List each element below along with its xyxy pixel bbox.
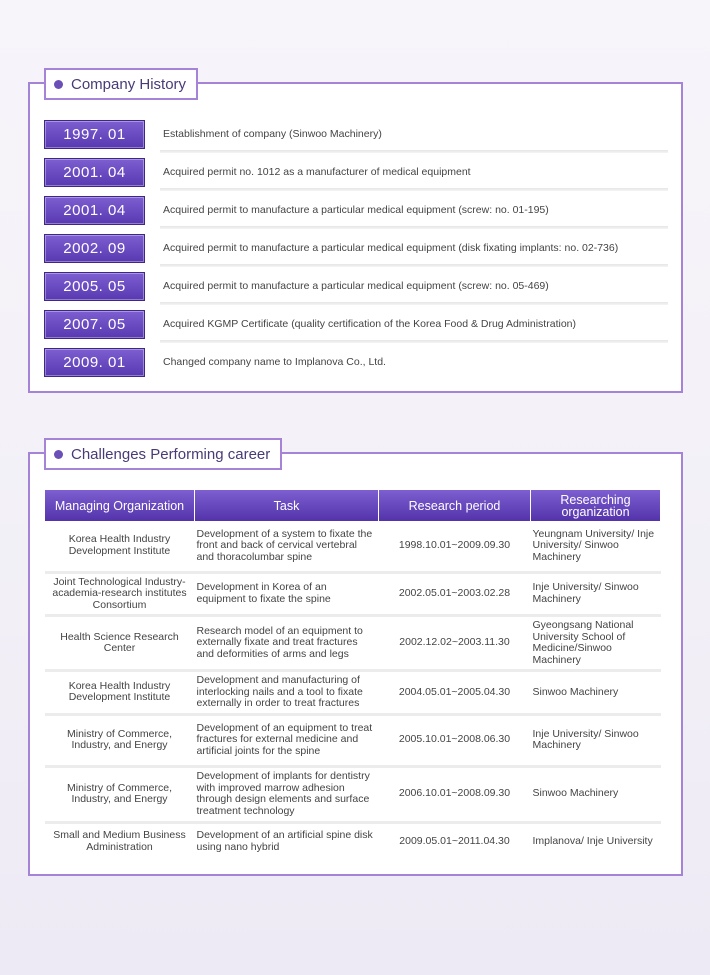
year-badge: 2002. 09 bbox=[44, 234, 145, 263]
cell-researching-organization: Yeungnam University/ Inje University/ Sinwoo Machinery bbox=[531, 521, 661, 572]
history-description: Acquired permit no. 1012 as a manufacturer of medical equipment bbox=[163, 166, 471, 178]
company-history-section bbox=[28, 75, 683, 393]
cell-task: Development and manufacturing of interlocking nails and a tool to fixate externally in order to treat fractures bbox=[195, 671, 379, 715]
history-item bbox=[44, 120, 664, 158]
cell-research-period: 2006.10.01~2008.09.30 bbox=[379, 766, 531, 822]
history-description: Acquired KGMP Certificate (quality certification of the Korea Food & Drug Administration) bbox=[163, 318, 576, 330]
company-history-heading bbox=[44, 68, 198, 100]
cell-research-period: 2002.12.02~2003.11.30 bbox=[379, 616, 531, 671]
table-row bbox=[45, 521, 661, 572]
history-item bbox=[44, 196, 664, 234]
history-item bbox=[44, 348, 664, 386]
table-row bbox=[45, 714, 661, 766]
bullet-dot-icon bbox=[54, 450, 63, 459]
cell-task: Development of a system to fixate the front and back of cervical vertebral and thoracolumbar spine bbox=[195, 521, 379, 572]
year-badge: 2001. 04 bbox=[44, 196, 145, 225]
career-section bbox=[28, 445, 683, 876]
cell-research-period: 2009.05.01~2011.04.30 bbox=[399, 835, 510, 847]
year-badge: 2009. 01 bbox=[44, 348, 145, 377]
cell-researching-organization: Inje University/ Sinwoo Machinery bbox=[531, 714, 661, 766]
history-item bbox=[44, 158, 664, 196]
table-row bbox=[45, 766, 661, 822]
year-badge: 1997. 01 bbox=[44, 120, 145, 149]
cell-researching-organization: Sinwoo Machinery bbox=[531, 766, 661, 822]
history-description: Acquired permit to manufacture a particular medical equipment (disk fixating implants: no. 02-736) bbox=[163, 242, 619, 254]
header-managing-organization: Managing Organization bbox=[45, 490, 195, 521]
header-research-period: Research period bbox=[379, 490, 531, 521]
history-item bbox=[44, 272, 664, 310]
cell-task: Development in Korea of an equipment to fixate the spine bbox=[195, 572, 379, 616]
year-badge: 2007. 05 bbox=[44, 310, 145, 339]
cell-managing-organization: Small and Medium Business Administration bbox=[53, 829, 186, 853]
history-list bbox=[44, 120, 664, 386]
career-title: Challenges Performing career bbox=[71, 445, 271, 463]
cell-research-period: 1998.10.01~2009.09.30 bbox=[379, 521, 531, 572]
cell-managing-organization: Health Science Research Center bbox=[45, 616, 195, 671]
cell-task: Research model of an equipment to externally fixate and treat fractures and deformities of arms and legs bbox=[195, 616, 379, 671]
cell-task: Development of implants for dentistry with improved marrow adhesion through design elements and surface treatment technology bbox=[195, 766, 379, 822]
cell-managing-organization: Ministry of Commerce, Industry, and Energy bbox=[45, 714, 195, 766]
year-badge: 2005. 05 bbox=[44, 272, 145, 301]
cell-managing-organization: Korea Health Industry Development Institute bbox=[45, 671, 195, 715]
table-row bbox=[45, 616, 661, 671]
history-description: Acquired permit to manufacture a particular medical equipment (screw: no. 01-195) bbox=[163, 204, 549, 216]
table-row bbox=[45, 822, 661, 860]
cell-research-period: 2005.10.01~2008.06.30 bbox=[379, 714, 531, 766]
career-table bbox=[44, 490, 661, 860]
cell-researching-organization: Inje University/ Sinwoo Machinery bbox=[531, 572, 661, 616]
history-description: Changed company name to Implanova Co., Ltd. bbox=[163, 356, 386, 368]
cell-managing-organization: Korea Health Industry Development Institute bbox=[45, 521, 195, 572]
table-row bbox=[45, 671, 661, 715]
history-item bbox=[44, 234, 664, 272]
cell-researching-organization: Implanova/ Inje University bbox=[532, 835, 653, 847]
history-item bbox=[44, 310, 664, 348]
year-badge: 2001. 04 bbox=[44, 158, 145, 187]
history-description: Establishment of company (Sinwoo Machinery) bbox=[163, 128, 382, 140]
cell-researching-organization: Gyeongsang National University School of Medicine/Sinwoo Machinery bbox=[531, 616, 661, 671]
bullet-dot-icon bbox=[54, 80, 63, 89]
cell-researching-organization: Sinwoo Machinery bbox=[531, 671, 661, 715]
career-table-header bbox=[45, 490, 661, 521]
cell-research-period: 2004.05.01~2005.04.30 bbox=[379, 671, 531, 715]
header-researching-organization: Researching organization bbox=[531, 490, 661, 521]
history-description: Acquired permit to manufacture a particular medical equipment (screw: no. 05-469) bbox=[163, 280, 549, 292]
cell-task: Development of an artificial spine disk using nano hybrid bbox=[196, 829, 373, 853]
header-task: Task bbox=[195, 490, 379, 521]
cell-managing-organization: Ministry of Commerce, Industry, and Energy bbox=[45, 766, 195, 822]
cell-research-period: 2002.05.01~2003.02.28 bbox=[379, 572, 531, 616]
cell-task: Development of an equipment to treat fractures for external medicine and artificial joints for the spine bbox=[195, 714, 379, 766]
cell-managing-organization: Joint Technological Industry-academia-research institutes Consortium bbox=[45, 572, 195, 616]
company-history-title: Company History bbox=[71, 75, 187, 93]
table-row bbox=[45, 572, 661, 616]
career-heading bbox=[44, 438, 282, 470]
